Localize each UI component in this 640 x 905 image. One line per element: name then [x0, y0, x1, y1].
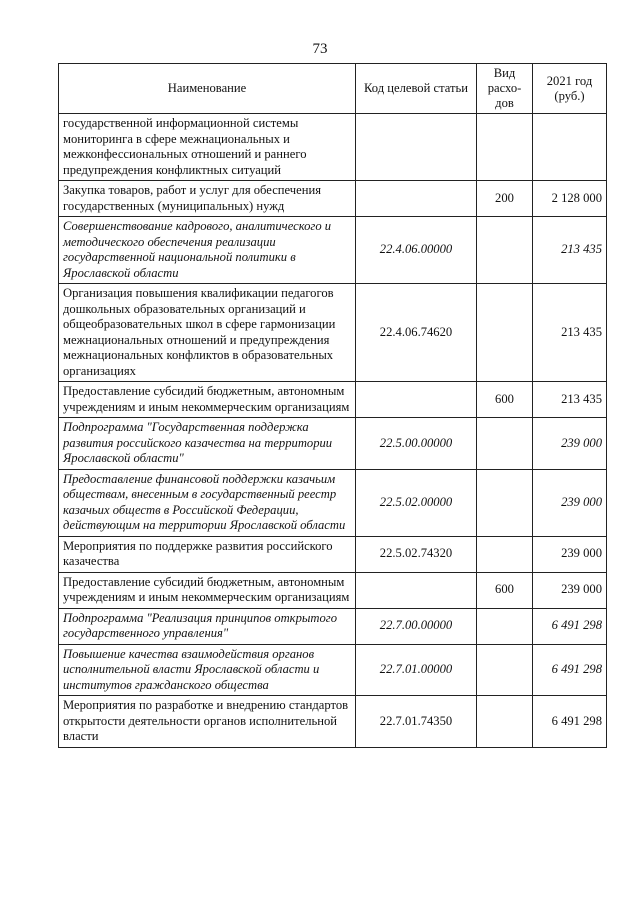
cell-type — [477, 217, 533, 284]
cell-code: 22.5.02.00000 — [356, 469, 477, 536]
cell-name: Закупка товаров, работ и услуг для обеспечения государственных (муниципальных) нужд — [59, 181, 356, 217]
cell-name: Предоставление субсидий бюджетным, автономным учреждениям и иным некоммерческим организациям — [59, 382, 356, 418]
cell-sum: 6 491 298 — [533, 608, 607, 644]
cell-name: Организация повышения квалификации педагогов дошкольных образовательных организаций и общеобразовательных школ в сфере гармонизации межнациональных отношений и предупреждения межнациональных конфликтов в образовательных организациях — [59, 284, 356, 382]
cell-type — [477, 696, 533, 748]
budget-table — [58, 63, 607, 748]
cell-sum: 213 435 — [533, 284, 607, 382]
cell-sum: 6 491 298 — [533, 644, 607, 696]
table-row — [59, 284, 607, 382]
table-row — [59, 572, 607, 608]
cell-code: 22.5.02.74320 — [356, 536, 477, 572]
header-sum: 2021 год (руб.) — [533, 64, 607, 114]
table-row — [59, 418, 607, 470]
cell-sum: 213 435 — [533, 382, 607, 418]
cell-code: 22.7.00.00000 — [356, 608, 477, 644]
cell-code — [356, 382, 477, 418]
cell-name: Совершенствование кадрового, аналитического и методического обеспечения реализации государственной национальной политики в Ярославской области — [59, 217, 356, 284]
table-row — [59, 469, 607, 536]
cell-code: 22.7.01.00000 — [356, 644, 477, 696]
cell-type — [477, 469, 533, 536]
cell-code: 22.7.01.74350 — [356, 696, 477, 748]
cell-sum: 239 000 — [533, 469, 607, 536]
cell-name: Подпрограмма "Государственная поддержка развития российского казачества на территории Ярославской области" — [59, 418, 356, 470]
table-row — [59, 217, 607, 284]
table-header-row — [59, 64, 607, 114]
cell-type — [477, 114, 533, 181]
cell-name: Подпрограмма "Реализация принципов открытого государственного управления" — [59, 608, 356, 644]
cell-code: 22.5.00.00000 — [356, 418, 477, 470]
cell-name: Повышение качества взаимодействия органов исполнительной власти Ярославской области и институтов гражданского общества — [59, 644, 356, 696]
cell-type — [477, 608, 533, 644]
cell-type: 600 — [477, 572, 533, 608]
table-row — [59, 114, 607, 181]
cell-sum: 239 000 — [533, 536, 607, 572]
cell-code: 22.4.06.00000 — [356, 217, 477, 284]
table-row — [59, 382, 607, 418]
header-name: Наименование — [59, 64, 356, 114]
cell-type — [477, 536, 533, 572]
cell-name: государственной информационной системы мониторинга в сфере межнациональных и межконфессиональных отношений и раннего предупреждения конфликтных ситуаций — [59, 114, 356, 181]
cell-code: 22.4.06.74620 — [356, 284, 477, 382]
table-body — [59, 114, 607, 748]
table-row — [59, 696, 607, 748]
cell-type — [477, 644, 533, 696]
table-row — [59, 181, 607, 217]
cell-sum: 213 435 — [533, 217, 607, 284]
cell-name: Мероприятия по поддержке развития российского казачества — [59, 536, 356, 572]
cell-sum: 6 491 298 — [533, 696, 607, 748]
header-code: Код целевой статьи — [356, 64, 477, 114]
cell-code — [356, 181, 477, 217]
cell-sum — [533, 114, 607, 181]
cell-type: 600 — [477, 382, 533, 418]
table-row — [59, 644, 607, 696]
cell-name: Предоставление финансовой поддержки казачьим обществам, внесенным в государственный реестр казачьих обществ в Российской Федерации, действующим на территории Ярославской области — [59, 469, 356, 536]
cell-name: Мероприятия по разработке и внедрению стандартов открытости деятельности органов исполнительной власти — [59, 696, 356, 748]
table-row — [59, 608, 607, 644]
cell-code — [356, 114, 477, 181]
cell-sum: 239 000 — [533, 418, 607, 470]
cell-code — [356, 572, 477, 608]
cell-type — [477, 284, 533, 382]
page-number: 73 — [312, 41, 328, 57]
cell-type: 200 — [477, 181, 533, 217]
cell-type — [477, 418, 533, 470]
cell-name: Предоставление субсидий бюджетным, автономным учреждениям и иным некоммерческим организациям — [59, 572, 356, 608]
table-row — [59, 536, 607, 572]
header-type: Вид расхо-дов — [477, 64, 533, 114]
cell-sum: 239 000 — [533, 572, 607, 608]
cell-sum: 2 128 000 — [533, 181, 607, 217]
